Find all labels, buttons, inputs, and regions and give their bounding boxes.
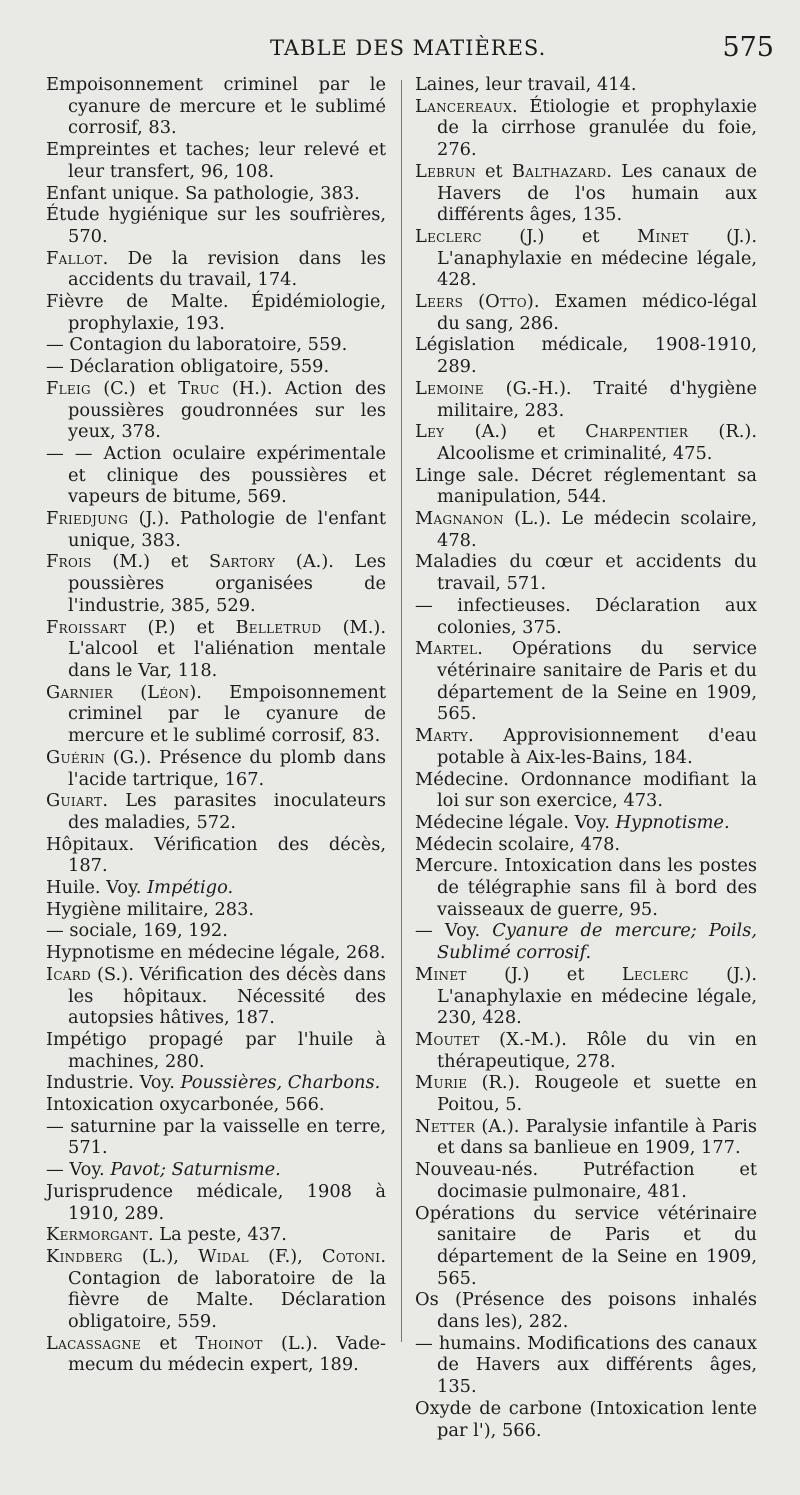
author-name: Belletrud <box>235 616 322 638</box>
author-name: Lebrun <box>415 160 476 182</box>
entry-text: (X.-M.). Rôle du vin en thérapeutique, 278. <box>437 1028 757 1072</box>
author-name: Kindberg <box>46 1245 123 1267</box>
index-entry <box>415 920 757 963</box>
author-name: Guérin <box>46 746 106 768</box>
index-entry <box>46 183 386 205</box>
entry-text: (J.). L'anaphylaxie en médecine légale, 230, 428. <box>437 963 757 1029</box>
index-entry <box>46 334 386 356</box>
entry-text: (M.) et <box>91 551 210 573</box>
index-entry <box>415 725 757 768</box>
index-entry <box>415 1203 757 1290</box>
entry-text: (A.). Les poussières organisées de l'industrie, 385, 529. <box>68 551 387 616</box>
index-entry <box>46 1072 386 1094</box>
index-entry <box>46 139 386 182</box>
author-name: Léon <box>147 681 190 703</box>
entry-text: Huile. Voy. <box>46 877 148 899</box>
entry-text: ). Examen médico-légal du sang, 286. <box>437 291 758 334</box>
index-entry <box>46 790 386 833</box>
index-entry <box>415 855 757 920</box>
entry-text: (J.) et <box>466 963 622 985</box>
entry-text: (J.). Pathologie de l'enfant unique, 383. <box>68 508 386 551</box>
right-column <box>415 74 757 1441</box>
index-entry <box>46 378 386 443</box>
cross-reference: Pavot; Saturnisme. <box>110 1159 281 1181</box>
author-name: Martel <box>415 638 478 660</box>
author-name: Lacassagne <box>46 1332 142 1354</box>
author-name: Cotoni <box>322 1245 381 1267</box>
index-entry <box>415 1116 757 1159</box>
author-name: Netter <box>415 1115 476 1137</box>
index-entry <box>46 1333 386 1376</box>
entry-text: (R.). Rougeole et suette en Poitou, 5. <box>437 1072 757 1116</box>
index-entry <box>415 421 757 464</box>
index-entry <box>415 96 757 161</box>
entry-text: — Voy. <box>415 920 493 942</box>
entry-text: . Étiologie et prophylaxie de la cirrhose granulée du foie, 276. <box>437 95 757 161</box>
entry-text: — saturnine par la vaisselle en terre, 571. <box>46 1115 386 1159</box>
entry-text: — Déclaration obligatoire, 559. <box>46 356 330 378</box>
index-entry <box>415 161 757 226</box>
entry-text: Jurisprudence médicale, 1908 à 1910, 289. <box>46 1180 386 1224</box>
index-entry <box>415 1333 757 1398</box>
author-name: Balthazard <box>511 160 607 182</box>
cross-reference: Hypnotisme. <box>615 811 730 833</box>
entry-text: (A.) et <box>444 421 586 443</box>
index-entry <box>46 834 386 877</box>
index-entry <box>415 1072 757 1115</box>
author-name: Frois <box>46 551 92 573</box>
entry-text: (L.). Le médecin scolaire, 478. <box>437 508 757 551</box>
author-name: Guiart <box>46 790 103 812</box>
entry-text: (R.). Alcoolisme et criminalité, 475. <box>437 421 757 464</box>
index-entry <box>46 682 386 747</box>
entry-text: (A.). Paralysie infantile à Paris et dans sa banlieue en 1909, 177. <box>437 1115 757 1159</box>
author-name: Lancereaux <box>415 95 513 117</box>
index-entry <box>46 899 386 921</box>
index-entry <box>415 334 757 377</box>
entry-text: Médecine. Ordonnance modifiant la loi sur son exercice, 473. <box>415 768 757 812</box>
entry-text: (J.) et <box>481 225 637 247</box>
entry-text: et <box>475 160 512 182</box>
entry-text: Linge sale. Décret réglementant sa manipulation, 544. <box>415 464 757 508</box>
entry-text: . Les parasites inoculateurs des maladies, 572. <box>68 790 386 833</box>
entry-text: Fièvre de Malte. Épidémiologie, prophylaxie, 193. <box>46 291 386 334</box>
index-entry <box>46 443 386 508</box>
index-entry <box>415 1398 757 1441</box>
entry-text: . La peste, 437. <box>148 1224 287 1246</box>
entry-text: Mercure. Intoxication dans les postes de télégraphie sans fil à bord des vaisseaux de guerre, 95. <box>415 855 757 920</box>
cross-reference: Impétigo. <box>147 877 234 899</box>
entry-text: Hypnotisme en médecine légale, 268. <box>46 942 386 964</box>
index-entry <box>46 1094 386 1116</box>
entry-text: Enfant unique. Sa pathologie, 383. <box>46 182 360 204</box>
entry-text: — — Action oculaire expérimentale et clinique des poussières et vapeurs de bitume, 569. <box>46 442 386 508</box>
page-header <box>0 32 800 68</box>
entry-text: (J.). L'anaphylaxie en médecine légale, 428. <box>437 225 757 291</box>
entry-text: — infectieuses. Déclaration aux colonies, 375. <box>415 594 757 638</box>
author-name: Kermorgant <box>46 1224 148 1246</box>
entry-text: Industrie. Voy. <box>46 1072 181 1094</box>
index-entry <box>415 812 757 834</box>
index-entry <box>46 1159 386 1181</box>
entry-text: (C.) et <box>90 377 179 399</box>
author-name: Thoinot <box>195 1332 263 1354</box>
index-entry <box>415 508 757 551</box>
index-entry <box>415 638 757 725</box>
entry-text: Maladies du cœur et accidents du travail, 571. <box>415 551 757 595</box>
author-name: Fleig <box>46 377 91 399</box>
author-name: Minet <box>415 963 467 985</box>
author-name: Otto <box>485 291 527 313</box>
index-entry <box>415 74 757 96</box>
index-entry <box>46 508 386 551</box>
column-rule <box>401 80 402 1342</box>
author-name: Icard <box>46 963 92 985</box>
index-entry <box>415 964 757 1029</box>
entry-text: ). Empoisonnement criminel par le cyanure de mercure et le sublimé corrosif, 83. <box>68 681 386 747</box>
index-entry <box>46 942 386 964</box>
author-name: Lemoine <box>415 377 484 399</box>
author-name: Minet <box>636 225 689 247</box>
index-entry <box>46 1224 386 1246</box>
index-entry <box>415 226 757 291</box>
entry-text: Médecin scolaire, 478. <box>415 833 621 855</box>
index-entry <box>415 834 757 856</box>
index-entry <box>46 920 386 942</box>
author-name: Garnier <box>46 681 114 703</box>
author-name: Leers <box>415 291 464 313</box>
entry-text: (M.). L'alcool et l'aliénation mentale dans le Var, 118. <box>68 616 386 681</box>
entry-text: — sociale, 169, 192. <box>46 920 228 942</box>
entry-text: Laines, leur travail, 414. <box>415 74 637 95</box>
index-entry <box>415 1159 757 1202</box>
author-name: Magnanon <box>415 508 504 530</box>
entry-text: Os (Présence des poisons inhalés dans les), 282. <box>415 1289 757 1333</box>
author-name: Froissart <box>46 616 127 638</box>
entry-text: . Approvisionnement d'eau potable à Aix-les-Bains, 184. <box>437 725 757 768</box>
entry-text: ( <box>113 681 148 703</box>
entry-text: . Les canaux de Havers de l'os humain aux différents âges, 135. <box>437 160 757 226</box>
index-entry <box>46 356 386 378</box>
left-column <box>46 74 386 1376</box>
entry-text: Étude hygiénique sur les soufrières, 570. <box>46 204 386 247</box>
entry-text: (F.), <box>248 1245 323 1267</box>
cross-reference: Poussières, Charbons. <box>180 1072 381 1094</box>
index-entry <box>46 204 386 247</box>
index-entry <box>46 964 386 1029</box>
entry-text: — Voy. <box>46 1159 111 1181</box>
author-name: Leclerc <box>621 963 689 985</box>
author-name: Ley <box>415 421 445 443</box>
entry-text: Législation médicale, 1908-1910, 289. <box>415 334 757 378</box>
index-entry <box>46 747 386 790</box>
index-entry <box>46 291 386 334</box>
author-name: Sartory <box>209 551 276 573</box>
index-entry <box>46 617 386 682</box>
index-entry <box>46 877 386 899</box>
entry-text: (S.). Vérification des décès dans les hôpitaux. Nécessité des autopsies hâtives, 187. <box>68 963 386 1029</box>
entry-text: Impétigo propagé par l'huile à machines, 280. <box>46 1028 386 1072</box>
entry-text: Médecine légale. Voy. <box>415 811 616 833</box>
index-entry <box>415 551 757 594</box>
entry-text: (G.-H.). Traité d'hygiène militaire, 283. <box>437 377 757 421</box>
cross-reference: Cyanure de mercure; Poils, Sublimé corrosif. <box>437 920 757 964</box>
index-entry <box>46 1116 386 1159</box>
index-entry <box>415 769 757 812</box>
author-name: Leclerc <box>415 225 482 247</box>
entry-text: Opérations du service vétérinaire sanitaire de Paris et du département de la Seine en 1909, 565. <box>415 1202 757 1289</box>
index-entry <box>46 74 386 139</box>
index-entry <box>415 465 757 508</box>
author-name: Truc <box>178 377 220 399</box>
entry-text: . Opérations du service vétérinaire sanitaire de Paris et du département de la Seine en 1909, 565. <box>437 638 757 725</box>
entry-text: . De la revision dans les accidents du travail, 174. <box>68 247 386 291</box>
index-entry <box>46 248 386 291</box>
author-name: Moutet <box>415 1028 480 1050</box>
entry-text: ( <box>463 291 486 313</box>
author-name: Marty <box>415 725 469 747</box>
index-entry <box>415 595 757 638</box>
entry-text: . Contagion de laboratoire de la fièvre de Malte. Déclaration obligatoire, 559. <box>68 1245 386 1333</box>
index-entry <box>415 291 757 334</box>
entry-text: Oxyde de carbone (Intoxication lente par l'), 566. <box>415 1397 757 1441</box>
author-name: Charpentier <box>585 421 689 443</box>
entry-text: (G.). Présence du plomb dans l'acide tartrique, 167. <box>68 746 386 790</box>
author-name: Murie <box>415 1072 468 1094</box>
entry-text: Nouveau-nés. Putréfaction et docimasie pulmonaire, 481. <box>415 1159 757 1202</box>
entry-text: et <box>141 1332 196 1354</box>
entry-text: (H.). Action des poussières goudronnées sur les yeux, 378. <box>68 377 386 443</box>
running-title: TABLE DES MATIÈRES. <box>270 36 547 60</box>
author-name: Fallot <box>46 247 103 269</box>
author-name: Widal <box>198 1245 249 1267</box>
entry-text: Intoxication oxycarbonée, 566. <box>46 1094 325 1116</box>
entry-text: Hygiène militaire, 283. <box>46 898 255 920</box>
entry-text: — humains. Modifications des canaux de Havers aux différents âges, 135. <box>415 1332 757 1398</box>
entry-text: (L.), <box>122 1245 199 1267</box>
entry-text: Empreintes et taches; leur relevé et leur transfert, 96, 108. <box>46 139 386 182</box>
index-entry <box>46 551 386 616</box>
author-name: Friedjung <box>46 508 129 530</box>
entry-text: — Contagion du laboratoire, 559. <box>46 334 348 356</box>
entry-text: (P.) et <box>126 616 236 638</box>
index-entry <box>46 1029 386 1072</box>
index-entry <box>46 1246 386 1333</box>
index-entry <box>415 1289 757 1332</box>
page-number: 575 <box>722 32 774 63</box>
entry-text: Hôpitaux. Vérification des décès, 187. <box>46 833 386 877</box>
index-entry <box>46 1181 386 1224</box>
index-entry <box>415 1029 757 1072</box>
entry-text: Empoisonnement criminel par le cyanure de mercure et le sublimé corrosif, 83. <box>46 74 386 139</box>
entry-text: (L.). Vade-mecum du médecin expert, 189. <box>68 1332 386 1376</box>
index-entry <box>415 378 757 421</box>
